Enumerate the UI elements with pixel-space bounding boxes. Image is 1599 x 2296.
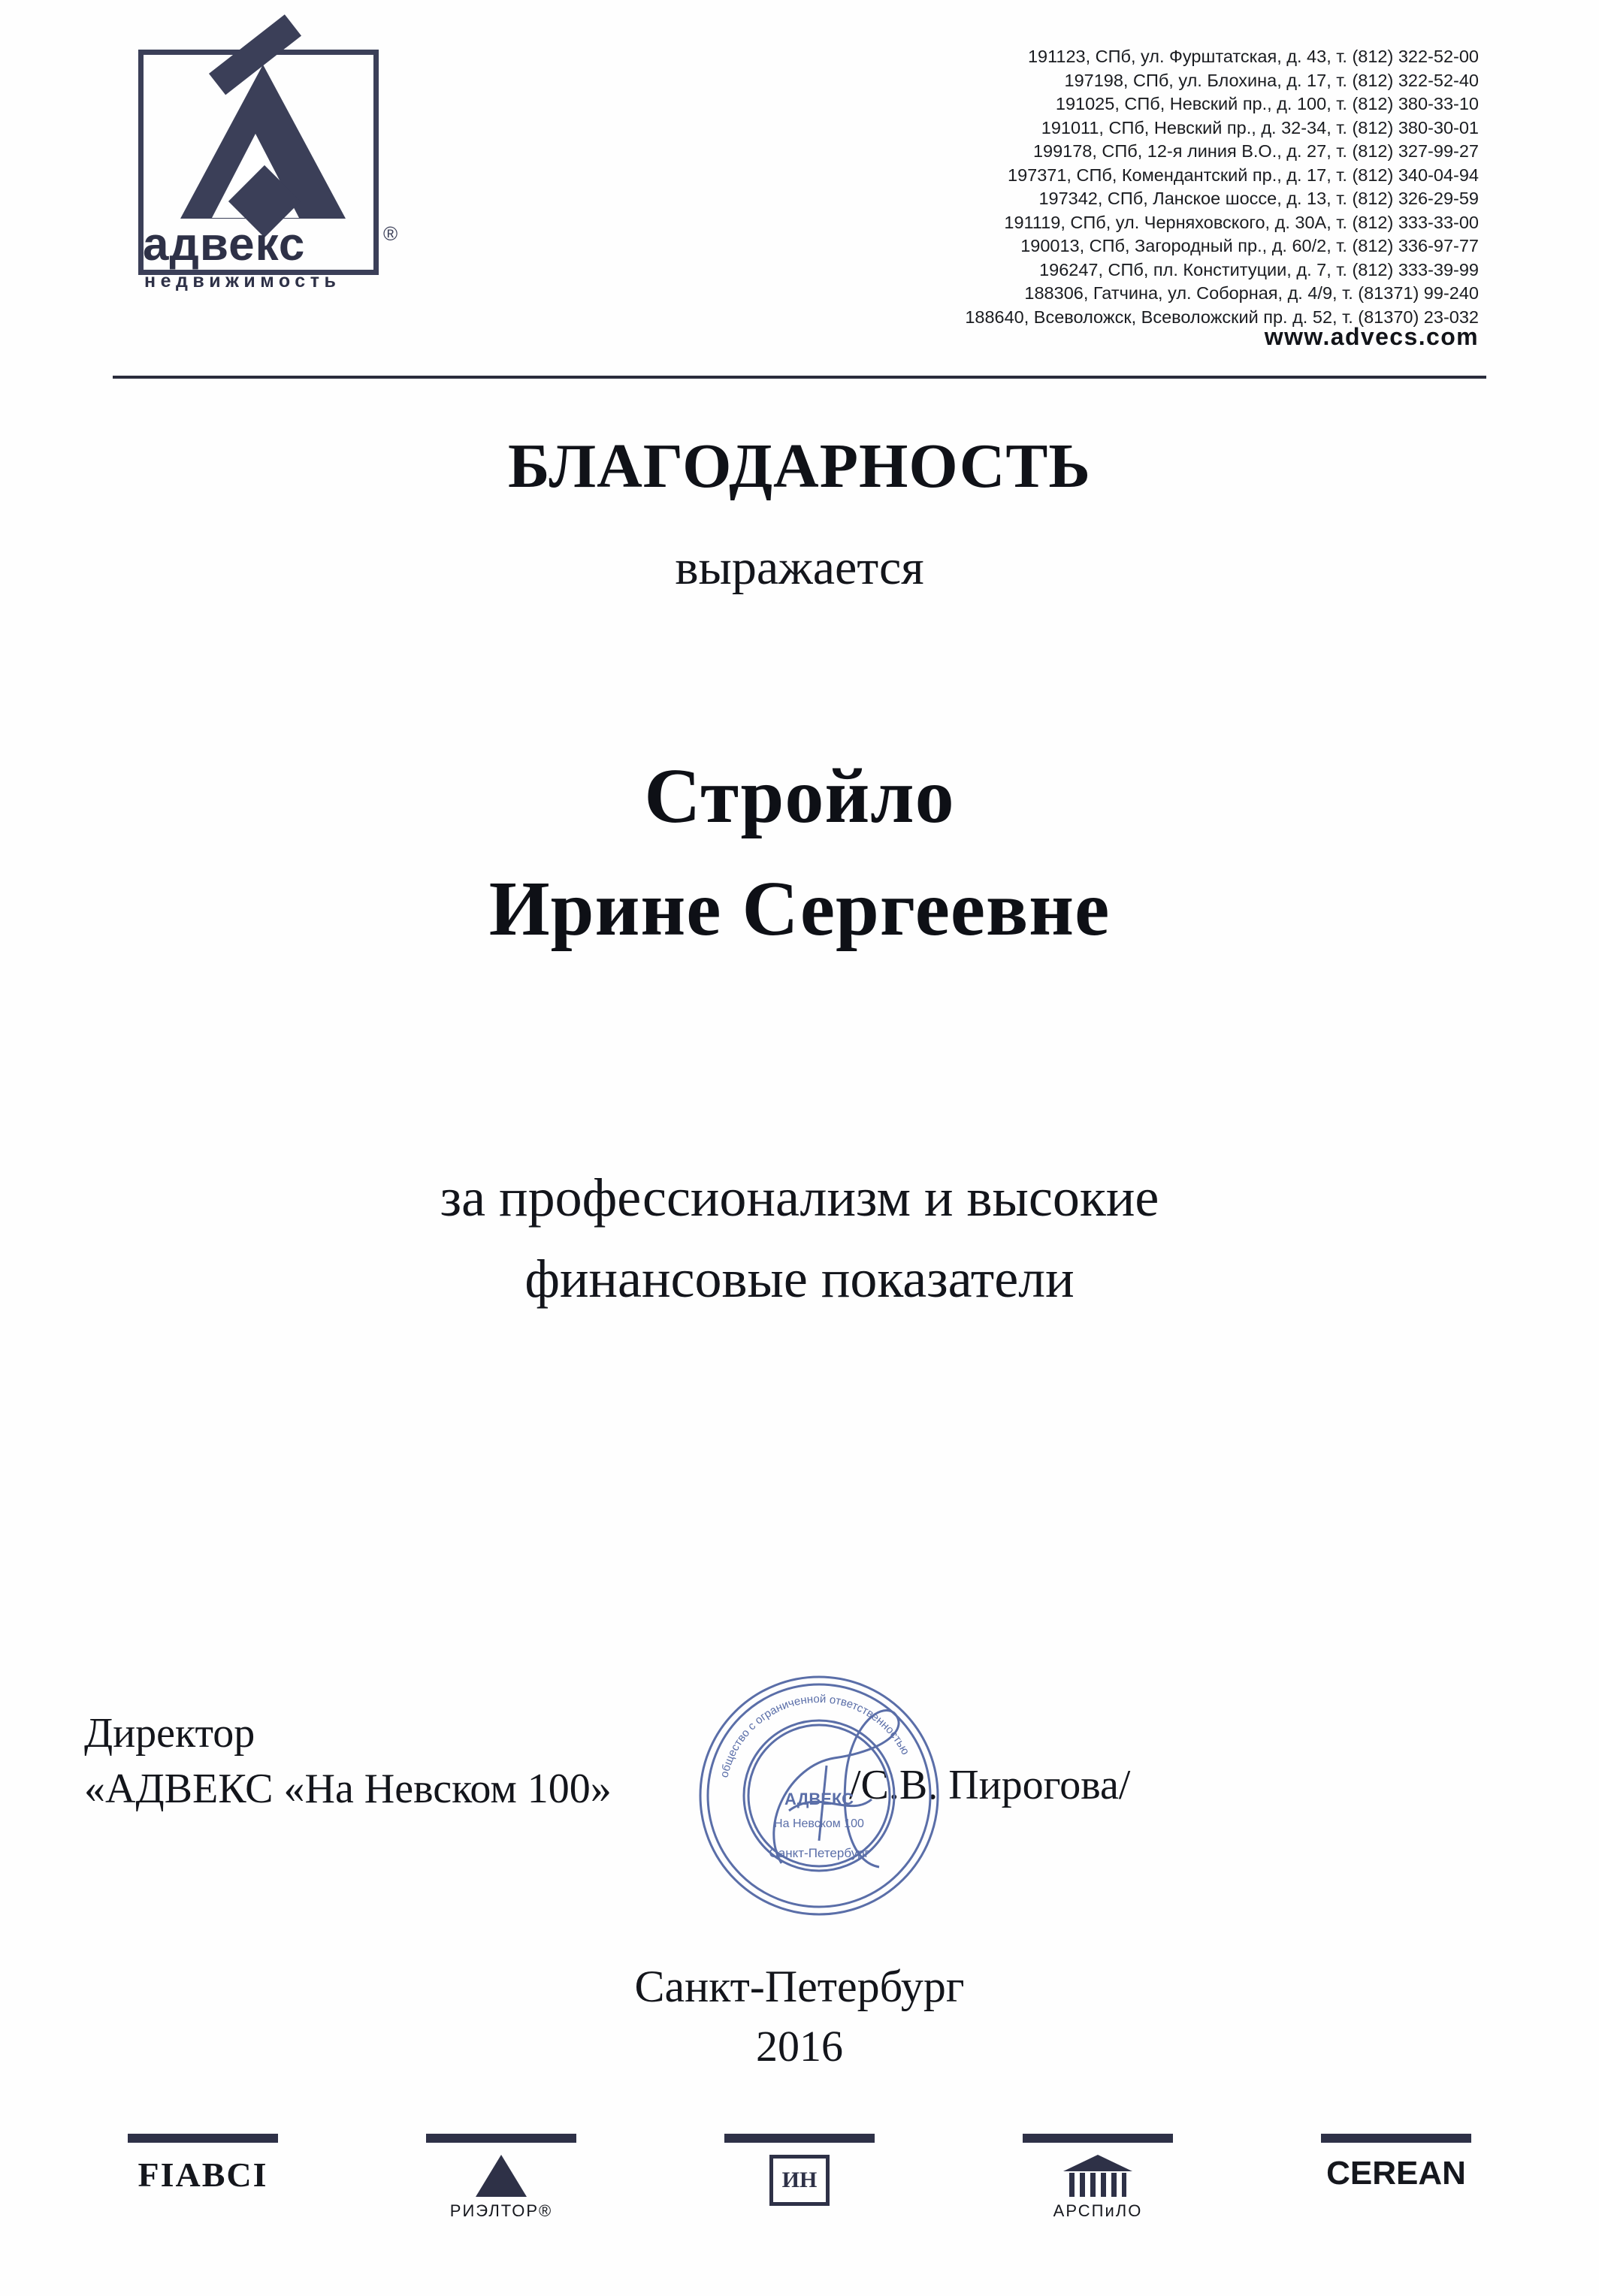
fiabci-label: FIABCI bbox=[138, 2156, 268, 2194]
recipient-surname: Стройло bbox=[644, 753, 955, 839]
address-line: 188640, Всеволожск, Всеволожский пр. д. 52, т. (81370) 23-032 bbox=[965, 307, 1479, 327]
address-line: 191025, СПб, Невский пр., д. 100, т. (812) 380-33-10 bbox=[1055, 94, 1479, 113]
address-line: 190013, СПб, Загородный пр., д. 60/2, т. (812) 336-97-77 bbox=[1020, 236, 1479, 255]
svg-text:АДВЕКС: АДВЕКС bbox=[784, 1790, 854, 1808]
website-link[interactable]: www.advecs.com bbox=[1264, 323, 1479, 350]
address-line: 196247, СПб, пл. Конституции, д. 7, т. (812) 333-39-99 bbox=[1039, 259, 1479, 279]
address-line: 191011, СПб, Невский пр., д. 32-34, т. (812) 380-30-01 bbox=[1041, 117, 1479, 137]
year-label: 2016 bbox=[756, 2022, 843, 2071]
address-line: 197371, СПб, Комендантский пр., д. 17, т. (812) 340-04-94 bbox=[1008, 165, 1479, 185]
logo-brand-text: адвекс bbox=[143, 219, 306, 270]
svg-text:Санкт-Петербург: Санкт-Петербург bbox=[769, 1846, 869, 1860]
city-label: Санкт-Петербург bbox=[634, 1962, 965, 2011]
partner-logo-in bbox=[709, 2134, 890, 2206]
document-header bbox=[113, 36, 1486, 352]
position-line-1: Директор bbox=[84, 1710, 255, 1757]
arspilo-label: АРСПиЛО bbox=[1053, 2201, 1143, 2220]
realtor-label: РИЭЛТОР® bbox=[449, 2201, 553, 2220]
registered-mark: ® bbox=[383, 222, 398, 245]
address-line: 197342, СПб, Ланское шоссе, д. 13, т. (812) 326-29-59 bbox=[1038, 189, 1479, 208]
page-title: БЛАГОДАРНОСТЬ bbox=[508, 431, 1091, 501]
in-emblem-icon: ИН bbox=[769, 2155, 830, 2206]
logo-tagline-text: недвижимость bbox=[144, 270, 341, 292]
signatory-position bbox=[84, 1705, 612, 1817]
partner-logo-row bbox=[113, 2134, 1486, 2269]
signatory-name: /С.В. Пирогова/ bbox=[849, 1762, 1131, 1808]
subtitle: выражается bbox=[675, 540, 924, 595]
svg-text:На Невском 100: На Невском 100 bbox=[774, 1817, 864, 1830]
partner-logo-fiabci bbox=[113, 2134, 293, 2195]
partner-logo-cerean bbox=[1306, 2134, 1486, 2192]
header-divider bbox=[113, 376, 1486, 379]
realtor-triangle-icon bbox=[476, 2155, 527, 2197]
position-line-2: «АДВЕКС «На Невском 100» bbox=[84, 1766, 612, 1812]
recipient-name: Ирине Сергеевне bbox=[488, 866, 1111, 952]
office-address-list bbox=[637, 45, 1479, 329]
partner-logo-realtor bbox=[411, 2134, 591, 2221]
address-line: 191123, СПб, ул. Фурштатская, д. 43, т. (812) 322-52-00 bbox=[1027, 47, 1479, 66]
temple-icon bbox=[1063, 2155, 1132, 2197]
partner-logo-arspilo bbox=[1008, 2134, 1188, 2221]
company-logo bbox=[128, 44, 428, 292]
recipient-block bbox=[0, 751, 1599, 954]
address-line: 191119, СПб, ул. Черняховского, д. 30А, т. (812) 333-33-00 bbox=[1004, 212, 1479, 232]
reason-line-2: финансовые показатели bbox=[524, 1249, 1075, 1309]
svg-text:общество с ограниченной ответс: общество с ограниченной ответственностью bbox=[718, 1692, 912, 1779]
award-reason bbox=[0, 1157, 1599, 1319]
reason-line-1: за профессионализм и высокие bbox=[440, 1168, 1159, 1228]
address-line: 188306, Гатчина, ул. Соборная, д. 4/9, т. (81371) 99-240 bbox=[1024, 283, 1479, 303]
address-line: 197198, СПб, ул. Блохина, д. 17, т. (812) 322-52-40 bbox=[1064, 70, 1479, 90]
address-line: 199178, СПб, 12-я линия В.О., д. 27, т. (812) 327-99-27 bbox=[1032, 141, 1479, 161]
cerean-label: CEREAN bbox=[1326, 2155, 1466, 2192]
